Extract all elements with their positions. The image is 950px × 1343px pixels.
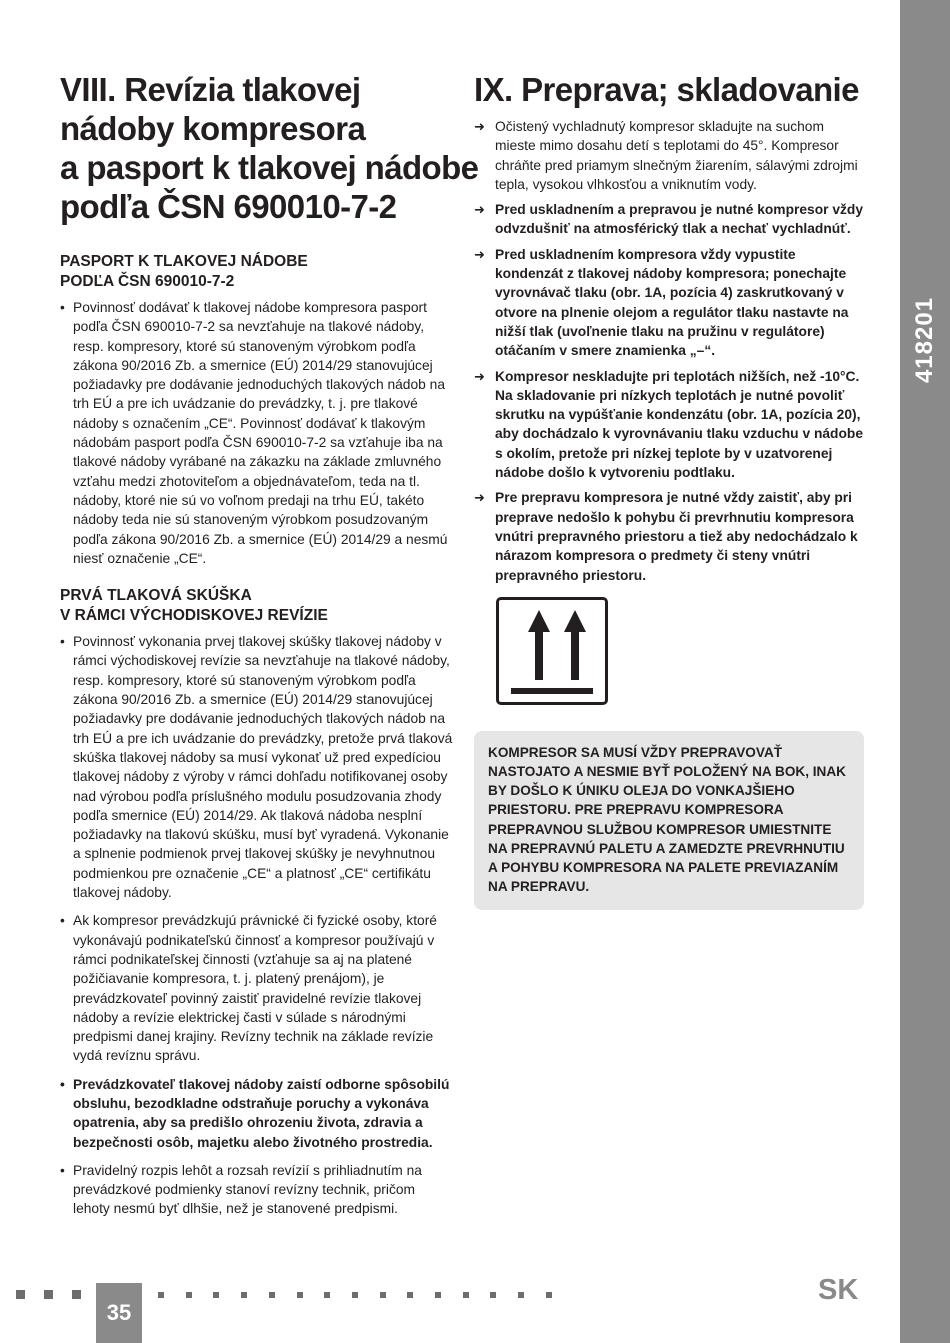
title-line: a pasport k tlakovej nádobe <box>60 149 479 186</box>
list-item: • Ak kompresor prevádzkujú právnické či fyzické osoby, ktoré vykonávajú podnikateľskú činnosť a kompresor používajú v rámci podnikateľskej činnosti (vzťahuje sa aj na platené požičiavanie kompresora, t. j. platený prenájom), je prevádzkovateľ povinný zaistiť pravidelné revízie tlakovej nádoby a revízie elektrickej časti v súlade s národnými predpismi danej krajiny. Revízny technik na základe revízie vydá revíznu správu. <box>60 911 455 1065</box>
list-item-text: Pred uskladnením a prepravou je nutné kompresor vždy odvzdušniť na atmosférický tlak a nechať vychladnúť. <box>495 202 864 237</box>
footer-dot <box>269 1292 275 1298</box>
right-column <box>474 70 866 910</box>
transport-notice: KOMPRESOR SA MUSÍ VŽDY PREPRAVOVAŤ NASTOJATO A NESMIE BYŤ POLOŽENÝ NA BOK, INAK BY DOŠLO K ÚNIKU OLEJA DO VONKAJŠIEHO PRIESTORU. PRE PREPRAVU KOMPRESORA PREPRAVNOU SLUŽBOU KOMPRESOR UMIESTNITE NA PREPRAVNÚ PALETU A ZAMEDZTE PREVRHNUTIU A POHYBU KOMPRESORA NA PALETE PREVIAZANÍM NA PREPRAVU. <box>474 731 864 911</box>
list-item: • Povinnosť dodávať k tlakovej nádobe kompresora pasport podľa ČSN 690010-7-2 sa nevzťahuje na tlakové nádoby, resp. kompresory, ktoré sú stanoveným výrobkom podľa zákona 90/2016 Zb. a smernice (EÚ) 2014/29 stanovujúcej požiadavky pre dodávanie jednoduchých tlakových nádob na trh EÚ a pre ich uvádzanie do prevádzky, t. j. pre tlakové nádoby s označením „CE“. Povinnosť dodávať k tlakovým nádobám pasport podľa ČSN 690010-7-2 sa vzťahuje iba na tlakové nádoby vyrábané na zákazku na základe zmluvného vzťahu medzi zhotoviteľom a objednávateľom, teda na tl. nádoby, ktoré nie sú vo voľnom predaji na trhu EÚ, takéto nádoby teda nie sú stanoveným výrobkom posudzovaným podľa zákona 90/2016 Zb. a smernice (EÚ) 2014/29 a nesmú niesť označenie „CE“. <box>60 298 455 568</box>
list-item <box>474 200 866 239</box>
product-code: 418201 <box>911 296 938 384</box>
footer-dot <box>324 1292 330 1298</box>
list-item-text: Očistený vychladnutý kompresor skladujte na suchom mieste mimo dosahu detí s teplotami do 45°. Kompresor chráňte pred priamym slnečným žiarením, sálavými zdrojmi tepla, vysokou vlhkosťou a vniknutím vody. <box>495 119 858 192</box>
arrow-right-icon: ➜ <box>474 490 485 506</box>
language-code: SK <box>818 1274 859 1306</box>
title-line: nádoby kompresora <box>60 110 366 147</box>
pasport-list <box>60 298 455 568</box>
footer-dot <box>546 1292 552 1298</box>
footer-square <box>16 1290 25 1299</box>
list-item <box>474 245 866 361</box>
pressure-test-heading <box>60 586 455 626</box>
footer-dot <box>490 1292 496 1298</box>
list-item: • Prevádzkovateľ tlakovej nádoby zaistí odborne spôsobilú obsluhu, bezodkladne odstraňuje poruchy a vykonáva opatrenia, aby sa predišlo ohrozeniu života, zdravia a bezpečnosti osôb, majetku alebo životného prostredia. <box>60 1075 455 1152</box>
list-item-text: Kompresor neskladujte pri teplotách nižších, než -10°C. Na skladovanie pri nízkych teplotách je nutné povoliť skrutku na vypúšťanie kondenzátu (obr. 1A, pozícia 20), aby dochádzalo k vyrovnávaniu tlaku vzduchu v nádobe s okolím, pretože pri nízkej teplote by v uzatvorenej nádobe došlo k vytvoreniu podtlaku. <box>495 368 864 481</box>
footer-dot <box>241 1292 247 1298</box>
page-number: 35 <box>96 1283 142 1343</box>
footer-square <box>72 1290 81 1299</box>
arrow-right-icon: ➜ <box>474 119 485 134</box>
list-item <box>474 117 866 194</box>
pressure-test-list <box>60 632 455 1219</box>
heading-line: PRVÁ TLAKOVÁ SKÚŠKA <box>60 587 252 605</box>
arrow-right-icon: ➜ <box>474 246 485 262</box>
pasport-heading <box>60 252 455 292</box>
section-viii-title <box>60 70 479 226</box>
footer-dot <box>213 1292 219 1298</box>
list-item-text: Pre prepravu kompresora je nutné vždy zaistiť, aby pri preprave nedošlo k pohybu či prevrhnutiu kompresora vnútri prepravného priestoru a tiež aby nedochádzalo k nárazom kompresora o predmety či steny vnútri prepravného priestoru. <box>495 490 858 583</box>
heading-line: V RÁMCI VÝCHODISKOVEJ REVÍZIE <box>60 607 328 625</box>
footer-dot <box>435 1292 441 1298</box>
list-item <box>474 488 866 584</box>
arrow-right-icon: ➜ <box>474 202 485 218</box>
heading-line: PODĽA ČSN 690010-7-2 <box>60 273 235 290</box>
arrow-right-icon: ➜ <box>474 368 485 384</box>
footer-dot <box>186 1292 192 1298</box>
list-item <box>474 367 866 483</box>
footer-dot <box>518 1292 524 1298</box>
footer-dot <box>158 1292 164 1298</box>
footer-square <box>44 1290 53 1299</box>
list-item-text: Pred uskladnením kompresora vždy vypustite kondenzát z tlakovej nádoby kompresora; ponechajte vyrovnávač tlaku (obr. 1A, pozícia 4) zaskrutkovaný v otvore na plnenie olejom a regulátor tlaku nastavte na nižší tlak (uvoľnenie tlaku na pružinu v regulátore) otáčaním v smere znamienka „–“. <box>495 246 849 359</box>
title-line: podľa ČSN 690010-7-2 <box>60 188 397 225</box>
this-way-up-icon <box>496 597 608 705</box>
footer-dot <box>380 1292 386 1298</box>
left-column <box>60 70 479 1228</box>
footer-dot <box>407 1292 413 1298</box>
section-ix-title: IX. Preprava; skladovanie <box>474 71 859 108</box>
heading-line: PASPORT K TLAKOVEJ NÁDOBE <box>60 253 308 270</box>
title-line: VIII. Revízia tlakovej <box>60 71 361 108</box>
footer-dot <box>297 1292 303 1298</box>
list-item: • Povinnosť vykonania prvej tlakovej skúšky tlakovej nádoby v rámci východiskovej revízie sa nevzťahuje na tlakové nádoby, resp. kompresory, ktoré sú stanoveným výrobkom podľa zákona 90/2016 Zb. a smernice (EÚ) 2014/29 stanovujúcej požiadavky pre dodávanie jednoduchých tlakových nádob na trh EÚ a pre ich uvádzanie do prevádzky, pretože prvá tlaková skúška tlakovej nádoby sa musí vykonať už pred expedíciou tlakovej nádoby z výroby v rámci dohľadu notifikovanej osoby nad výrobou podľa príslušného modulu posudzovania zhody podľa smernice (EÚ) 2014/29. Ak tlaková nádoba nesplní požiadavky na tlakovú skúšku, musí byť vyradená. Vykonanie a splnenie podmienok prvej tlakovej skúšky je nevyhnutnou podmienkou pre označenie „CE“ a platnosť „CE“ certifikátu tlakovej nádoby. <box>60 632 455 902</box>
footer-dot <box>352 1292 358 1298</box>
transport-list <box>474 117 866 585</box>
sidebar-strip <box>900 0 950 1343</box>
footer-dot <box>463 1292 469 1298</box>
list-item: • Pravidelný rozpis lehôt a rozsah revízií s prihliadnutím na prevádzkové podmienky stanoví revízny technik, pričom lehoty nesmú byť dlhšie, než je stanovené predpismi. <box>60 1161 455 1219</box>
